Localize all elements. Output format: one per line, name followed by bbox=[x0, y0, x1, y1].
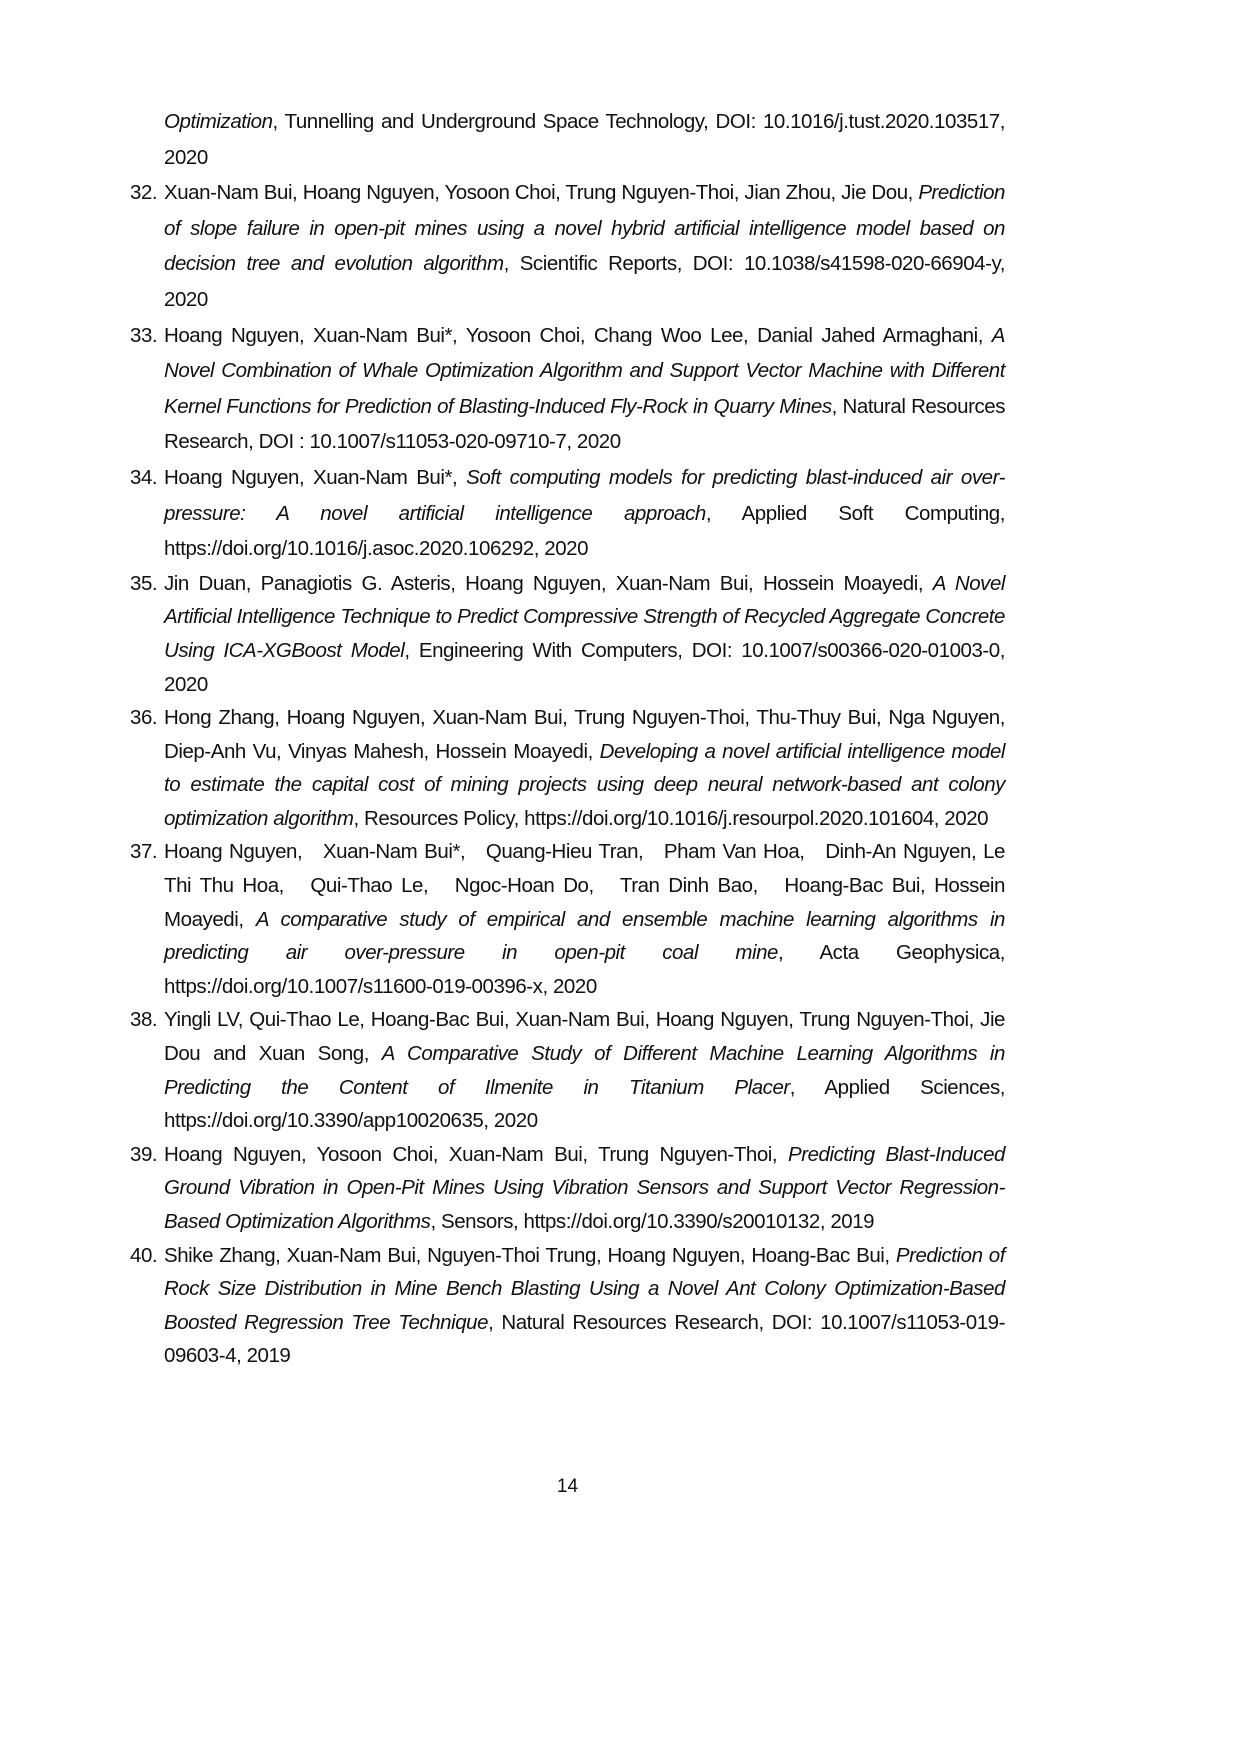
reference-venue: , Applied Sciences, https://doi.org/10.3390/app10020635, 2020 bbox=[164, 1075, 1006, 1133]
reference-item-40 bbox=[130, 1239, 1005, 1373]
reference-number: 36. bbox=[130, 706, 158, 730]
reference-authors: Hoang Nguyen, Xuan-Nam Bui*, Quang-Hieu Tran, Pham Van Hoa, Dinh-An Nguyen, Le Thi Thu Hoa, Qui-Thao Le, Ngoc-Hoan Do, Tran Dinh Bao, Hoang-Bac Bui, Hossein Moayedi, bbox=[164, 840, 1011, 931]
reference-authors: Shike Zhang, Xuan-Nam Bui, Nguyen-Thoi Trung, Hoang Nguyen, Hoang-Bac Bui, bbox=[164, 1243, 896, 1267]
reference-venue: , Scientific Reports, DOI: 10.1038/s41598-020-66904-y, 2020 bbox=[164, 252, 1005, 311]
reference-number: 37. bbox=[130, 840, 158, 864]
reference-authors: Xuan-Nam Bui, Hoang Nguyen, Yosoon Choi, Trung Nguyen-Thoi, Jian Zhou, Jie Dou, bbox=[164, 181, 919, 205]
reference-item-34 bbox=[130, 460, 1005, 567]
reference-list bbox=[130, 104, 1011, 1373]
reference-item-39 bbox=[130, 1138, 1005, 1239]
reference-title: Optimization bbox=[164, 110, 273, 133]
reference-title: Prediction of slope failure in open-pit mines using a novel hybrid artificial intelligence model based on decision tree and evolution algorithm bbox=[164, 181, 1005, 276]
reference-title: Soft computing models for predicting blast-induced air over-pressure: A novel artificial intelligence approach bbox=[164, 465, 1005, 525]
reference-authors: Hoang Nguyen, Yosoon Choi, Xuan-Nam Bui, Trung Nguyen-Thoi, bbox=[164, 1142, 788, 1166]
reference-number: 34. bbox=[130, 465, 158, 489]
reference-number: 35. bbox=[130, 571, 158, 595]
page-number: 14 bbox=[556, 1476, 579, 1497]
reference-item-33 bbox=[130, 318, 1005, 460]
reference-venue: , Sensors, https://doi.org/10.3390/s20010132, 2019 bbox=[430, 1210, 875, 1233]
reference-venue: , Resources Policy, https://doi.org/10.1016/j.resourpol.2020.101604, 2020 bbox=[353, 806, 989, 830]
reference-title: Predicting Blast-Induced Ground Vibration in Open-Pit Mines Using Vibration Sensors and Support Vector Regression-Based Optimization Algorithms bbox=[164, 1142, 1005, 1233]
reference-venue: , Engineering With Computers, DOI: 10.1007/s00366-020-01003-0, 2020 bbox=[164, 638, 1006, 696]
reference-title: A comparative study of empirical and ensemble machine learning algorithms in predicting air over-pressure in open-pit coal mine bbox=[164, 907, 1006, 965]
reference-title: Developing a novel artificial intelligence model to estimate the capital cost of mining projects using deep neural network-based ant colony optimization algorithm bbox=[164, 739, 1006, 830]
reference-number: 33. bbox=[130, 323, 158, 347]
reference-venue: , Acta Geophysica, https://doi.org/10.1007/s11600-019-00396-x, 2020 bbox=[164, 941, 1006, 998]
reference-authors: Hoang Nguyen, Xuan-Nam Bui*, bbox=[164, 465, 467, 489]
reference-item-35 bbox=[130, 567, 1005, 701]
reference-venue: , Natural Resources Research, DOI : 10.1007/s11053-020-09710-7, 2020 bbox=[164, 394, 1006, 454]
reference-item-38 bbox=[130, 1003, 1005, 1137]
reference-authors: Jin Duan, Panagiotis G. Asteris, Hoang Nguyen, Xuan-Nam Bui, Hossein Moayedi, bbox=[164, 571, 933, 595]
reference-number: 38. bbox=[130, 1008, 158, 1032]
reference-continuation bbox=[130, 104, 1005, 175]
reference-number: 32. bbox=[130, 181, 158, 205]
reference-title: A Novel Combination of Whale Optimization Algorithm and Support Vector Machine with Different Kernel Functions for Prediction of Blasting-Induced Fly-Rock in Quarry Mines bbox=[164, 323, 1005, 418]
reference-item-36 bbox=[130, 701, 1005, 835]
reference-number: 40. bbox=[130, 1243, 158, 1267]
reference-title: A Novel Artificial Intelligence Technique to Predict Compressive Strength of Recycled Aggregate Concrete Using ICA-XGBoost Model bbox=[164, 571, 1005, 662]
reference-venue: , Natural Resources Research, DOI: 10.1007/s11053-019-09603-4, 2019 bbox=[164, 1310, 1006, 1368]
reference-authors: Hoang Nguyen, Xuan-Nam Bui*, Yosoon Choi, Chang Woo Lee, Danial Jahed Armaghani, bbox=[164, 323, 992, 347]
reference-venue: , Applied Soft Computing, https://doi.org/10.1016/j.asoc.2020.106292, 2020 bbox=[164, 501, 1005, 561]
reference-number: 39. bbox=[130, 1142, 158, 1166]
reference-item-32 bbox=[130, 175, 1005, 317]
reference-title: Prediction of Rock Size Distribution in Mine Bench Blasting Using a Novel Ant Colony Optimization-Based Boosted Regression Tree Technique bbox=[164, 1243, 1005, 1334]
reference-authors: Yingli LV, Qui-Thao Le, Hoang-Bac Bui, Xuan-Nam Bui, Hoang Nguyen, Trung Nguyen-Thoi, Jie Dou and Xuan Song, bbox=[164, 1008, 1005, 1066]
reference-title: A Comparative Study of Different Machine Learning Algorithms in Predicting the Content of Ilmenite in Titanium Placer bbox=[164, 1042, 1005, 1099]
reference-venue: , Tunnelling and Underground Space Technology, DOI: 10.1016/j.tust.2020.103517, 2020 bbox=[164, 110, 1005, 169]
reference-item-37 bbox=[130, 835, 1011, 1003]
reference-authors: Hong Zhang, Hoang Nguyen, Xuan-Nam Bui, Trung Nguyen-Thoi, Thu-Thuy Bui, Nga Nguyen, Diep-Anh Vu, Vinyas Mahesh, Hossein Moayedi, bbox=[164, 706, 1005, 763]
